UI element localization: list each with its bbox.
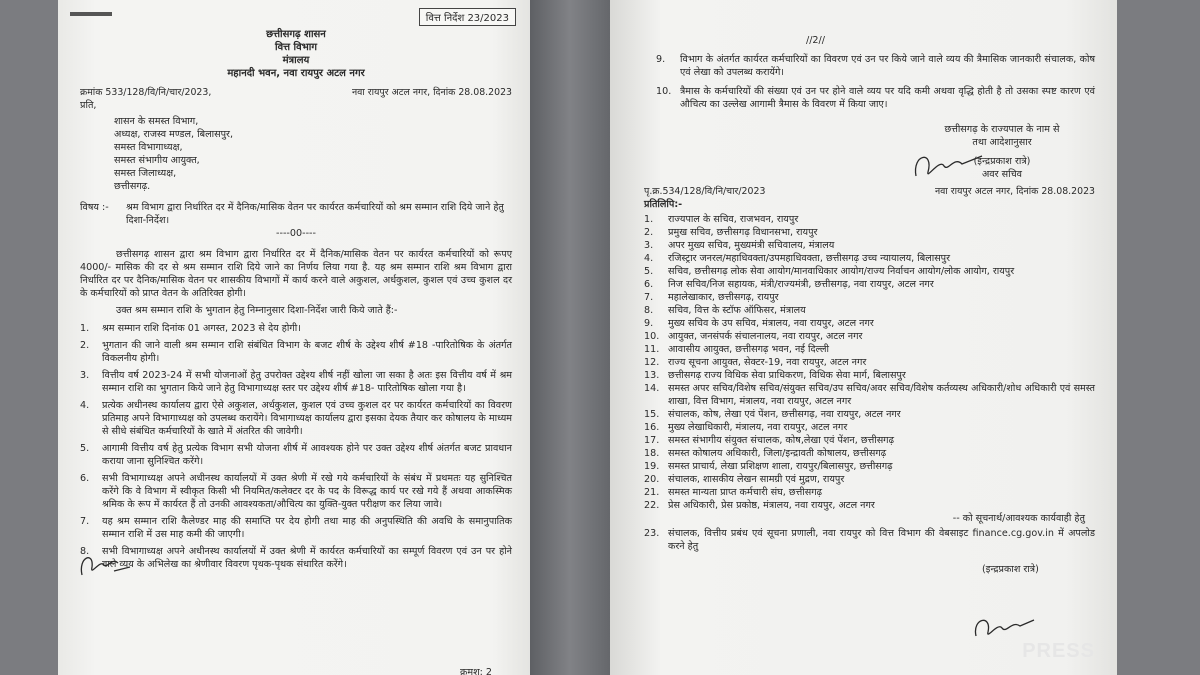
item-number: 10. [656, 86, 672, 97]
item-number: 20. [644, 474, 660, 485]
item-text: आयुक्त, जनसंपर्क संचालनालय, नवा रायपुर, अटल नगर [668, 331, 863, 342]
list-item [644, 304, 1095, 317]
list-item [644, 473, 1095, 486]
to-label: प्रति, [80, 100, 97, 111]
addressee: शासन के समस्त विभाग, [114, 116, 199, 127]
list-item [80, 339, 512, 365]
item-text: अपर मुख्य सचिव, मुख्यमंत्री सचिवालय, मंत्रालय [668, 240, 835, 251]
list-item [644, 527, 1095, 553]
item-text: राज्य सूचना आयुक्त, सेक्टर-19, नवा रायपुर, अटल नगर [668, 357, 867, 368]
item-number: 5. [644, 266, 654, 277]
list-item [644, 330, 1095, 343]
item-text: महालेखाकार, छत्तीसगढ़, रायपुर [668, 292, 779, 303]
list-item [644, 213, 1095, 226]
letterhead-line-3: मंत्रालय [282, 55, 310, 66]
item-text: प्रत्येक अधीनस्थ कार्यालय द्वारा ऐसे अकुशल, अर्धकुशल, कुशल एवं उच्च कुशल दर पर कार्यरत कर्मचारियों का विवरण प्रतिमाह अपने विभागाध्यक्ष को उपलब्ध करायेंगे। विभागाध्यक्ष कार्यालय द्वारा इसका देयक तैयार कर कोषालय के माध्यम से सीधे संबंधित कर्मचारियों के खाते में अंतरित की जावेगी। [102, 400, 512, 437]
list-item [656, 85, 1095, 111]
item-text: छत्तीसगढ़ राज्य विधिक सेवा प्राधिकरण, विधिक सेवा मार्ग, बिलासपुर [668, 370, 906, 381]
item-number: 7. [80, 516, 90, 527]
list-item [80, 322, 512, 335]
list-item [644, 343, 1095, 356]
item-text: राज्यपाल के सचिव, राजभवन, रायपुर [668, 214, 799, 225]
item-text: सचिव, छत्तीसगढ़ लोक सेवा आयोग/मानवाधिकार आयोग/राज्य निर्वाचन आयोग/लोक आयोग, रायपुर [668, 266, 1015, 277]
item-number: 6. [644, 279, 654, 290]
item-number: 6. [80, 473, 90, 484]
item-text: त्रैमास के कर्मचारियों की संख्या एवं उन पर होने वाले व्यय पर यदि कमी अथवा वृद्धि होती है तो उसका स्पष्ट कारण एवं औचित्य का उल्लेख आगामी त्रैमास के विवरण में किया जाए। [680, 86, 1095, 110]
item-number: 23. [644, 528, 660, 539]
finance-directive-stamp: वित्त निर्देश 23/2023 [419, 8, 516, 26]
list-item [644, 499, 1095, 512]
list-item [644, 265, 1095, 278]
document-page-2 [610, 0, 1117, 675]
item-number: 9. [656, 54, 666, 65]
list-item [644, 486, 1095, 499]
item-text: संचालक, शासकीय लेखन सामग्री एवं मुद्रण, रायपुर [668, 474, 845, 485]
item-number: 2. [80, 340, 90, 351]
signatory-name: (इन्द्रप्रकाश रात्रे) [973, 156, 1031, 167]
body-paragraph-2: उक्त श्रम सम्मान राशि के भुगतान हेतु निम्नानुसार दिशा-निर्देश जारी किये जाते हैं:- [116, 305, 398, 316]
list-item [644, 252, 1095, 265]
press-watermark: PRESS [1022, 640, 1095, 662]
item-number: 4. [80, 400, 90, 411]
item-number: 19. [644, 461, 660, 472]
list-item [644, 226, 1095, 239]
reference-line [80, 86, 512, 99]
item-text: सचिव, वित्त के स्टॉफ ऑफिसर, मंत्रालय [668, 305, 806, 316]
addressee-list [114, 115, 512, 193]
item-text: सभी विभागाध्यक्ष अपने अधीनस्थ कार्यालयों में उक्त श्रेणी में रखे गये कर्मचारियों के संबंध में प्रथमतः यह सुनिश्चित करेंगे कि वे विभाग में स्वीकृत किसी भी नियमित/कलेक्टर दर के पद के विरूद्ध कार्य पर रखे गये हैं अथवा आकस्मिक श्रमिक के रूप में कार्यरत हैं तो उनकी आवश्यकता/औचित्य का युक्ति-युक्त परीक्षण कर लिया जावे। [102, 473, 512, 510]
item-text: संचालक, कोष, लेखा एवं पेंशन, छत्तीसगढ़, नवा रायपुर, अटल नगर [668, 409, 901, 420]
list-item [80, 369, 512, 395]
letterhead-line-4: महानदी भवन, नवा रायपुर अटल नगर [227, 68, 365, 79]
reference-date: नवा रायपुर अटल नगर, दिनांक 28.08.2023 [351, 87, 512, 98]
list-item [644, 447, 1095, 460]
item-number: 15. [644, 409, 660, 420]
letterhead-line-1: छत्तीसगढ़ शासन [266, 29, 326, 40]
directive-list [80, 322, 512, 571]
list-item [644, 460, 1095, 473]
addressee: अध्यक्ष, राजस्व मण्डल, बिलासपुर, [114, 129, 234, 140]
governor-line: छत्तीसगढ़ के राज्यपाल के नाम से [944, 124, 1060, 135]
item-text: समस्त अपर सचिव/विशेष सचिव/संयुक्त सचिव/उप सचिव/अवर सचिव/विशेष कर्तव्यस्थ अधिकारी/शोध अधिकारी एवं समस्त शाखा, वित्त विभाग, मंत्रालय, नवा रायपुर, अटल नगर [668, 383, 1095, 407]
item-text: निज सचिव/निज सहायक, मंत्री/राज्यमंत्री, छत्तीसगढ़, नवा रायपुर, अटल नगर [668, 279, 934, 290]
item-text: समस्त मान्यता प्राप्त कर्मचारी संघ, छत्तीसगढ़ [668, 487, 823, 498]
reference-number: क्रमांक 533/128/वि/नि/चार/2023, [80, 87, 212, 98]
item-text: मुख्य लेखाधिकारी, मंत्रालय, नवा रायपुर, अटल नगर [668, 422, 848, 433]
item-number: 11. [644, 344, 660, 355]
item-text: श्रम सम्मान राशि दिनांक 01 अगस्त, 2023 से देय होगी। [102, 323, 301, 334]
item-number: 18. [644, 448, 660, 459]
list-item [644, 369, 1095, 382]
item-number: 1. [644, 214, 654, 225]
copy-reference-number: पृ.क्र.534/128/वि/नि/चार/2023 [644, 186, 766, 197]
list-item [656, 53, 1095, 79]
item-text: समस्त प्राचार्य, लेखा प्रशिक्षण शाला, रायपुर/बिलासपुर, छत्तीसगढ़ [668, 461, 893, 472]
item-text: वित्तीय वर्ष 2023-24 में सभी योजनाओं हेतु उपरोक्त उद्देश्य शीर्ष नहीं खोला जा सका है अतः इस वित्तीय वर्ष में श्रम सम्मान राशि का भुगतान किये जाने हेतु विभागाध्यक्ष स्तर पर उद्देश्य शीर्ष #18- पारितोषिक खोला गया है। [102, 370, 512, 394]
item-number: 8. [644, 305, 654, 316]
item-number: 17. [644, 435, 660, 446]
item-number: 5. [80, 443, 90, 454]
signature [906, 146, 986, 186]
list-item [644, 356, 1095, 369]
item-number: 3. [644, 240, 654, 251]
item-text: रजिस्ट्रार जनरल/महाधिवक्ता/उपमहाधिवक्ता, छत्तीसगढ़ उच्च न्यायालय, बिलासपुर [668, 253, 951, 264]
item-text: समस्त संभागीय संयुक्त संचालक, कोष,लेखा एवं पेंशन, छत्तीसगढ़ [668, 435, 894, 446]
list-item [644, 239, 1095, 252]
item-number: 4. [644, 253, 654, 264]
list-item [644, 434, 1095, 447]
item-text: यह श्रम सम्मान राशि कैलेण्डर माह की समाप्ति पर देय होगी तथा माह की अनुपस्थिति की अवधि के समानुपातिक सम्मान राशि में उस माह कमी की जाएगी। [102, 516, 512, 540]
body-paragraph-1: छत्तीसगढ़ शासन द्वारा श्रम विभाग द्वारा निर्धारित दर में दैनिक/मासिक वेतन पर कार्यरत कर्मचारियों को रूपए 4000/- मासिक की दर से श्रम सम्मान राशि दिये जाने का निर्णय लिया गया है. यह श्रम सम्मान राशि श्रम विभाग द्वारा निर्धारित दर पर दैनिक/मासिक वेतन पर शासकीय विभागों में कार्य करने वाले अकुशल, अर्धकुशल, कुशल एवं उच्च कुशल दर के कर्मचारियों को प्राप्त वेतन के अतिरिक्त होगी। [80, 249, 512, 299]
item-number: 16. [644, 422, 660, 433]
page-number: //2// [805, 35, 826, 46]
continued-footer: क्रमश: 2 [459, 667, 492, 675]
list-item [80, 545, 512, 571]
scan-mark [70, 12, 112, 16]
list-item [644, 382, 1095, 408]
copy-to-label: प्रतिलिपि:- [644, 199, 683, 210]
copy-to-list [644, 213, 1095, 512]
item-text: आगामी वित्तीय वर्ष हेतु प्रत्येक विभाग सभी योजना शीर्ष में आवश्यक होने पर उक्त उद्देश्य शीर्ष अंतर्गत बजट प्रावधान कराया जाना सुनिश्चित करेंगे। [102, 443, 512, 467]
item-number: 7. [644, 292, 654, 303]
letterhead-line-2: वित्त विभाग [275, 42, 317, 53]
list-item [644, 291, 1095, 304]
item-number: 2. [644, 227, 654, 238]
item-text: संचालक, वित्तीय प्रबंध एवं सूचना प्रणाली, नवा रायपुर को वित्त विभाग की वेबसाइट finance.cg.gov.in में अपलोड करने हेतु [668, 528, 1095, 552]
item-number: 9. [644, 318, 654, 329]
order-line: तथा आदेशानुसार [972, 137, 1032, 148]
item-number: 10. [644, 331, 660, 342]
item-number: 12. [644, 357, 660, 368]
list-item [80, 442, 512, 468]
item-text: प्रेस अधिकारी, प्रेस प्रकोष्ठ, मंत्रालय, नवा रायपुर, अटल नगर [668, 500, 875, 511]
item-text: सभी विभागाध्यक्ष अपने अधीनस्थ कार्यालयों में उक्त श्रेणी में कार्यरत कर्मचारियों का सम्पूर्ण विवरण एवं उन पर होने वाले व्यय के अभिलेख का श्रेणीवार विवरण पृथक-पृथक संधारित करेंगे। [102, 546, 512, 570]
signature-initials [74, 545, 134, 585]
item-text: समस्त कोषालय अधिकारी, जिला/इन्द्रावती कोषालय, छत्तीसगढ़ [668, 448, 887, 459]
subject-text: श्रम विभाग द्वारा निर्धारित दर में दैनिक/मासिक वेतन पर कार्यरत कर्मचारियों को श्रम सम्मान राशि दिये जाने हेतु दिशा-निर्देश। [126, 202, 504, 226]
subject-line [80, 201, 512, 227]
addressee: छत्तीसगढ़. [114, 181, 151, 192]
separator: ----00---- [276, 228, 316, 239]
addressee: समस्त जिलाध्यक्ष, [114, 168, 177, 179]
subject-label: विषय :- [80, 202, 109, 213]
item-text: विभाग के अंतर्गत कार्यरत कर्मचारियों का विवरण एवं उन पर किये जाने वाले व्यय की त्रैमासिक जानकारी संचालक, कोष एवं लेखा को उपलब्ध करायेंगे। [680, 54, 1095, 78]
signatory-name-2: (इन्द्रप्रकाश रात्रे) [982, 564, 1039, 575]
item-text: प्रमुख सचिव, छत्तीसगढ़ विधानसभा, रायपुर [668, 227, 818, 238]
copy-note: -- को सूचनार्थ/आवश्यक कार्यवाही हेतु [952, 513, 1085, 524]
list-item [644, 278, 1095, 291]
item-number: 13. [644, 370, 660, 381]
item-number: 1. [80, 323, 90, 334]
item-text: भुगतान की जाने वाली श्रम सम्मान राशि संबंधित विभाग के बजट शीर्ष के उद्देश्य शीर्ष #18 -पारितोषिक के अंतर्गत विकलनीय होगी। [102, 340, 512, 364]
signature-2 [968, 612, 1038, 642]
item-number: 22. [644, 500, 660, 511]
document-page-1 [58, 0, 530, 675]
list-item [80, 515, 512, 541]
continued-list [656, 53, 1095, 111]
list-item [644, 421, 1095, 434]
list-item [80, 399, 512, 438]
signatory-designation: अवर सचिव [981, 169, 1023, 180]
copy-reference-date: नवा रायपुर अटल नगर, दिनांक 28.08.2023 [934, 186, 1095, 197]
item-number: 14. [644, 383, 660, 394]
letterhead [80, 28, 512, 80]
item-text: मुख्य सचिव के उप सचिव, मंत्रालय, नवा रायपुर, अटल नगर [668, 318, 874, 329]
item-text: आवासीय आयुक्त, छत्तीसगढ़ भवन, नई दिल्ली [668, 344, 829, 355]
item-number: 8. [80, 546, 90, 557]
addressee: समस्त विभागाध्यक्ष, [114, 142, 183, 153]
item-number: 21. [644, 487, 660, 498]
list-item [80, 472, 512, 511]
list-item [644, 408, 1095, 421]
background-gap [530, 0, 610, 675]
addressee: समस्त संभागीय आयुक्त, [114, 155, 200, 166]
copy-reference-line [644, 185, 1095, 198]
list-item [644, 317, 1095, 330]
item-number: 3. [80, 370, 90, 381]
